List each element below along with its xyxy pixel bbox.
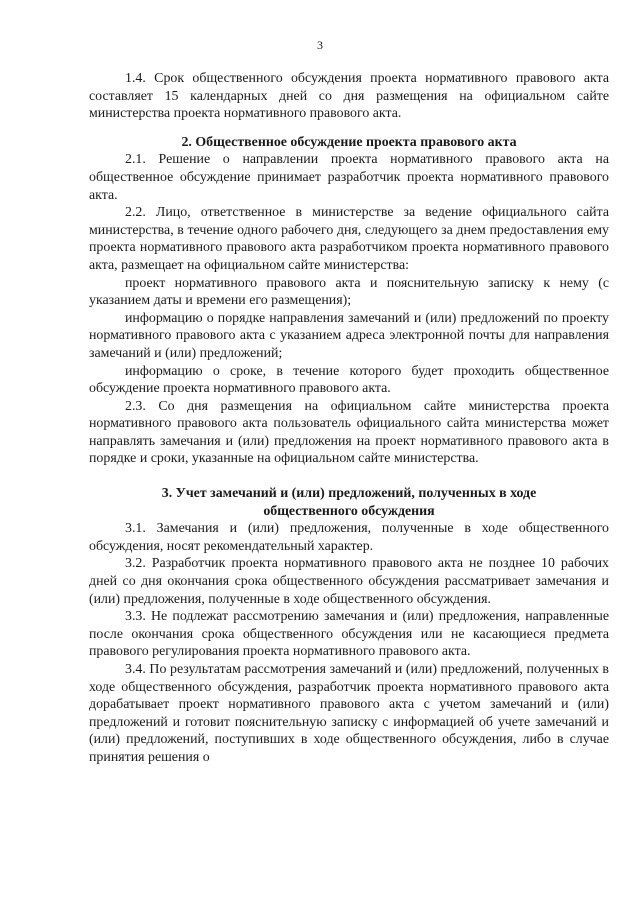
paragraph-3-3: 3.3. Не подлежат рассмотрению замечания и (или) предложения, направленные после окончания срока общественного обсуждения или не касающиеся предмета правового регулирования проекта нормативного правового акта. bbox=[89, 609, 609, 660]
list-item-1: проект нормативного правового акта и пояснительную записку к нему (с указанием даты и времени его размещения); bbox=[89, 275, 609, 309]
page-number: 3 bbox=[317, 38, 323, 52]
section-3-heading bbox=[89, 485, 609, 520]
paragraph-1-4: 1.4. Срок общественного обсуждения проекта нормативного правового акта составляет 15 календарных дней со дня размещения на официальном сайте министерства проекта нормативного правового акта. bbox=[89, 71, 609, 122]
document-body bbox=[89, 70, 609, 767]
section-3-heading-line1: 3. Учет замечаний и (или) предложений, полученных в ходе bbox=[161, 486, 537, 502]
paragraph-2-2: 2.2. Лицо, ответственное в министерстве за ведение официального сайта министерства, в течение одного рабочего дня, следующего за днем предоставления ему проекта нормативного правового акта разработчиком проекта нормативного правового акта, размещает на официальном сайте министерства: bbox=[89, 205, 609, 273]
list-item-3: информацию о сроке, в течение которого будет проходить общественное обсуждение проекта нормативного правового акта. bbox=[89, 363, 609, 397]
list-item-2: информацию о порядке направления замечаний и (или) предложений по проекту нормативного правового акта с указанием адреса электронной почты для направления замечаний и (или) предложений; bbox=[89, 310, 609, 361]
paragraph-3-2: 3.2. Разработчик проекта нормативного правового акта не позднее 10 рабочих дней со дня окончания срока общественного обсуждения рассматривает замечания и (или) предложения, полученные в ходе общественного обсуждения. bbox=[89, 556, 609, 607]
paragraph-3-1: 3.1. Замечания и (или) предложения, полученные в ходе общественного обсуждения, носят рекомендательный характер. bbox=[89, 521, 609, 554]
section-3-heading-line2: общественного обсуждения bbox=[263, 503, 435, 519]
section-2-heading: 2. Общественное обсуждение проекта правового акта bbox=[181, 134, 517, 150]
paragraph-2-3: 2.3. Со дня размещения на официальном сайте министерства проекта нормативного правового акта пользователь официального сайта министерства может направлять замечания и (или) предложения на проект нормативного правового акта в порядке и сроки, указанные на официальном сайте министерства. bbox=[89, 398, 609, 467]
paragraph-2-1: 2.1. Решение о направлении проекта нормативного правового акта на общественное обсуждение принимает разработчик проекта нормативного правового акта. bbox=[89, 152, 609, 203]
paragraph-3-4: 3.4. По результатам рассмотрения замечаний и (или) предложений, полученных в ходе общественного обсуждения, разработчик проекта нормативного правового акта дорабатывает проект нормативного правового акта с учетом замечаний и (или) предложений и готовит пояснительную записку с информацией об учете замечаний и (или) предложений, поступивших в ходе общественного обсуждения, либо в случае принятия решения о bbox=[89, 662, 609, 765]
